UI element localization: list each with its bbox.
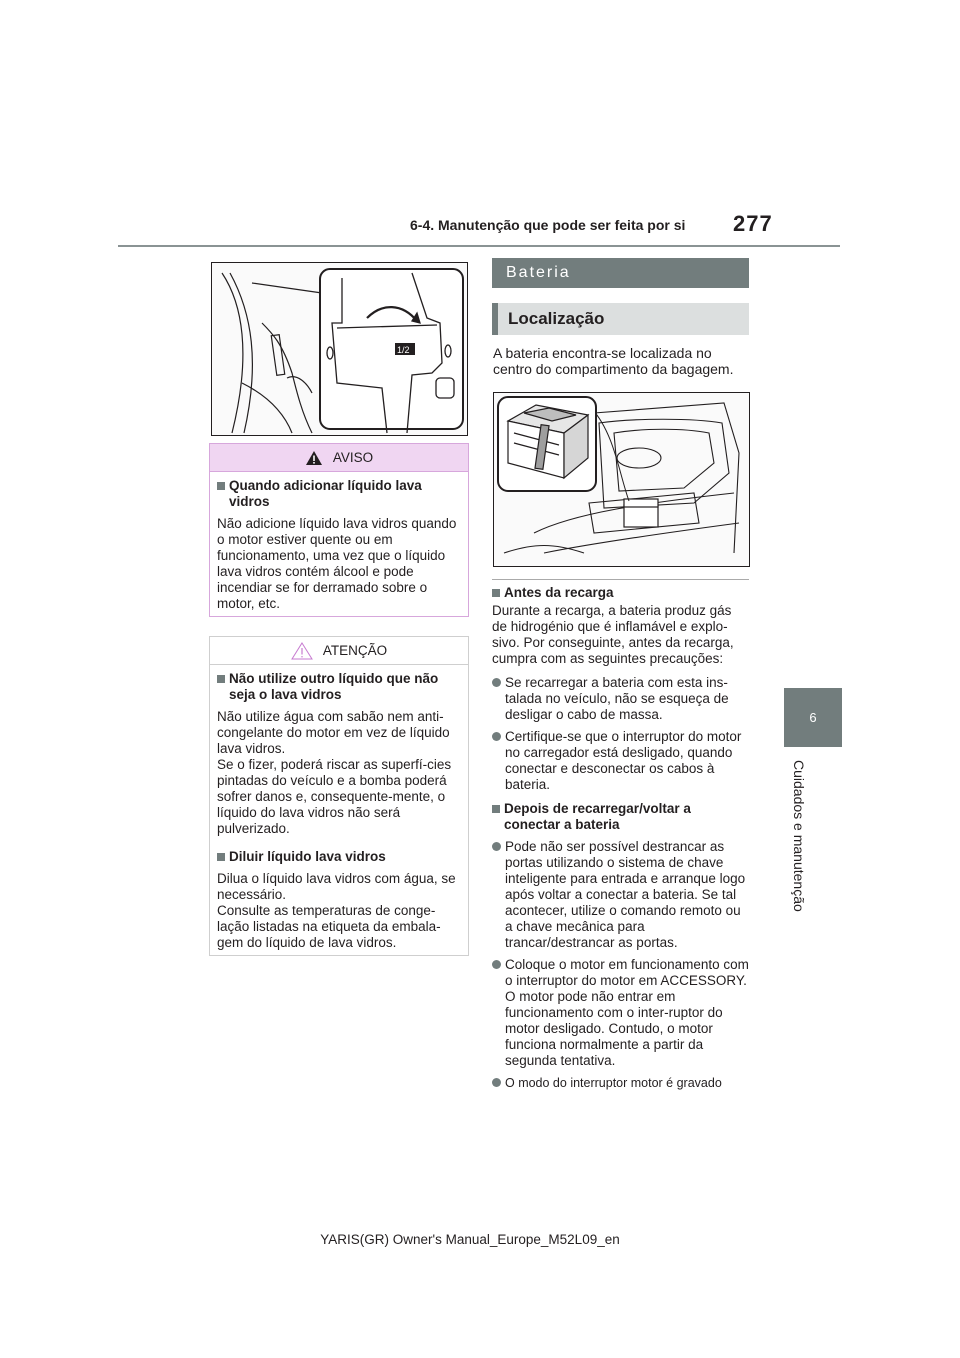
square-bullet-icon bbox=[217, 853, 225, 861]
caution-box bbox=[209, 636, 469, 956]
square-bullet-icon bbox=[492, 805, 500, 813]
list-item: Pode não ser possível destrancar as portas utilizando o sistema de chave inteligente para entrada e arranque logo após voltar a conectar a bateria. Se tal acontecer, utilize o comando remoto ou a chave mecânica para trancar/destrancar as portas. bbox=[492, 839, 750, 951]
square-bullet-icon bbox=[217, 675, 225, 683]
page-footer: YARIS(GR) Owner's Manual_Europe_M52L09_en bbox=[320, 1232, 620, 1247]
list-item: O modo do interruptor motor é gravado bbox=[492, 1075, 750, 1091]
chapter-number: 6 bbox=[809, 710, 817, 725]
caution-icon bbox=[291, 642, 313, 660]
caution-text-1a: Não utilize água com sabão nem anti-congelante do motor em vez de líquido lava vidros. bbox=[217, 709, 450, 756]
chapter-title: Cuidados e manutenção bbox=[791, 760, 807, 912]
square-bullet-icon bbox=[217, 482, 225, 490]
before-charging-text: Durante a recarga, a bateria produz gás de hidrogénio que é inflamável e explo-sivo. Por conseguinte, antes da recarga, cumpra com as seguintes precauções: bbox=[492, 603, 734, 666]
content-divider bbox=[492, 579, 749, 580]
battery-section-title: Bateria bbox=[492, 258, 749, 288]
caution-text-1b: Se o fizer, poderá riscar as superfí-cies pintadas do veículo e a bomba poderá sofrer danos e, consequente-mente, o líquido do lava vidros não será pulverizado. bbox=[217, 757, 452, 836]
list-item: Certifique-se que o interruptor do motor no carregador está desligado, quando conectar e desconectar os cabos à bateria. bbox=[492, 729, 750, 793]
battery-location-illustration bbox=[493, 392, 750, 567]
header-divider bbox=[118, 245, 840, 247]
caution-subheading-2: Diluir líquido lava vidros bbox=[217, 849, 461, 865]
before-charging-heading: Antes da recarga bbox=[492, 585, 750, 601]
caution-header bbox=[210, 637, 468, 665]
warning-text: Não adicione líquido lava vidros quando o motor estiver quente ou em funcionamento, uma vez que o líquido lava vidros contém álcool e pode incendiar se for derramado sobre o motor, etc. bbox=[217, 516, 457, 611]
list-item: Coloque o motor em funcionamento com o interruptor do motor em ACCESSORY. O motor pode não entrar em funcionamento com o inter-ruptor do motor desligado. Contudo, o motor funciona normalmente a partir da segunda tentativa. bbox=[492, 957, 750, 1069]
warning-subheading: Quando adicionar líquido lava vidros bbox=[217, 478, 461, 510]
page-number: 277 bbox=[733, 211, 773, 236]
warning-icon bbox=[305, 450, 323, 466]
level-mark-text: 1/2 bbox=[397, 345, 410, 355]
warning-header bbox=[210, 444, 468, 472]
chapter-tab bbox=[784, 688, 842, 747]
section-title: 6-4. Manutenção que pode ser feita por si bbox=[410, 217, 686, 233]
washer-illustration-svg bbox=[212, 263, 467, 435]
location-subtitle: Localização bbox=[492, 303, 749, 335]
battery-instructions bbox=[492, 585, 750, 1097]
caution-subheading-1: Não utilize outro líquido que não seja o lava vidros bbox=[217, 671, 461, 703]
warning-box bbox=[209, 443, 469, 617]
list-item: Se recarregar a bateria com esta ins-talada no veículo, não se esqueça de desligar o cabo de massa. bbox=[492, 675, 750, 723]
battery-illustration-svg bbox=[494, 393, 749, 566]
square-bullet-icon bbox=[492, 589, 500, 597]
warning-title: AVISO bbox=[332, 449, 374, 465]
washer-fluid-illustration bbox=[211, 262, 468, 436]
caution-title: ATENÇÃO bbox=[322, 642, 388, 658]
caution-text-2a: Dilua o líquido lava vidros com água, se necessário. bbox=[217, 871, 456, 902]
location-text: A bateria encontra-se localizada no centro do compartimento da bagagem. bbox=[493, 345, 734, 377]
after-charging-heading: Depois de recarregar/voltar a conectar a bateria bbox=[492, 801, 750, 833]
caution-text-2b: Consulte as temperaturas de conge-lação listadas na etiqueta da embala-gem do líquido de lava vidros. bbox=[217, 903, 441, 950]
